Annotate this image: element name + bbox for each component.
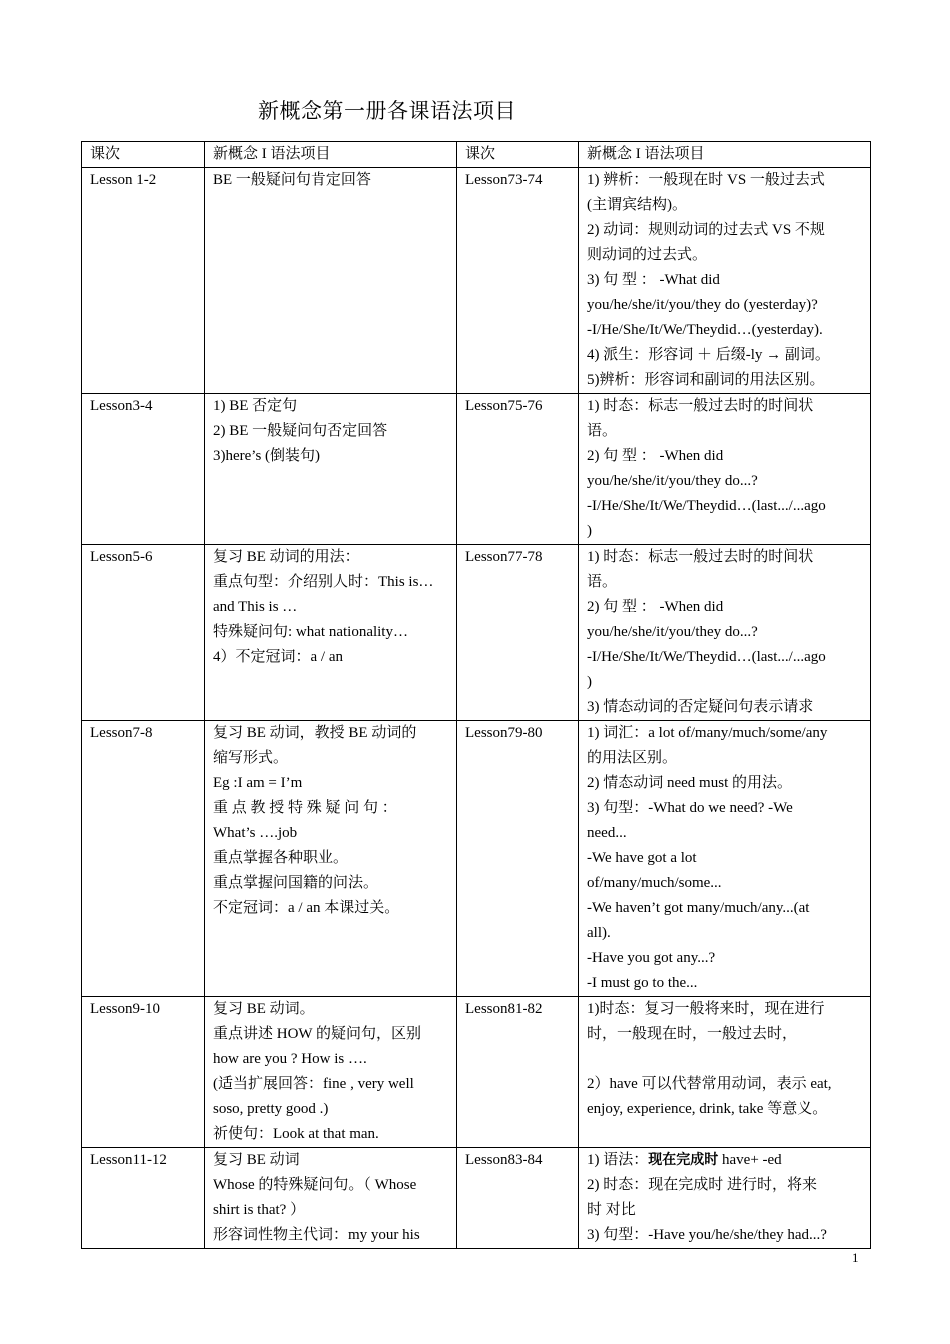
grammar-line: What’s ….job <box>213 825 298 841</box>
grammar-line: 5)辨析：形容词和副词的用法区别。 <box>587 372 825 388</box>
grammar-line: need... <box>587 825 627 841</box>
grammar-line: 复习 BE 动词。 <box>213 1001 315 1017</box>
grammar-line: -I must go to the... <box>587 975 698 991</box>
grammar-line: 2) 句 型 ： -When did <box>587 448 724 464</box>
table-row <box>82 394 871 545</box>
grammar-line: all). <box>587 925 611 941</box>
grammar-line: 1) 语法：现在完成时 have+ -ed <box>587 1152 782 1168</box>
lesson-label: Lesson73-74 <box>465 172 543 188</box>
grammar-cell <box>205 168 457 394</box>
grammar-line: ) <box>587 674 592 690</box>
grammar-line: 不定冠词：a / an 本课过关。 <box>213 900 400 916</box>
grammar-line: 2) 动词：规则动词的过去式 VS 不规 <box>587 222 825 238</box>
grammar-line: 2) 句 型 ： -When did <box>587 599 724 615</box>
grammar-line: you/he/she/it/you/they do...? <box>587 473 758 489</box>
grammar-line: 2) 情态动词 need must 的用法。 <box>587 775 792 791</box>
table-row <box>82 1148 871 1249</box>
grammar-cell <box>579 394 871 545</box>
lesson-cell <box>457 394 579 545</box>
grammar-line: -Have you got any...? <box>587 950 716 966</box>
grammar-line: and This is … <box>213 599 298 615</box>
grammar-line: -We haven’t got many/much/any...(at <box>587 900 810 916</box>
grammar-line: 1) 词汇：a lot of/many/much/some/any <box>587 725 828 741</box>
lesson-label: Lesson75-76 <box>465 398 543 414</box>
grammar-cell <box>205 545 457 721</box>
grammar-cell <box>579 1148 871 1249</box>
grammar-line: 1) 时态：标志一般过去时的时间状 <box>587 398 814 414</box>
grammar-cell <box>205 394 457 545</box>
grammar-line: BE 一般疑问句肯定回答 <box>213 172 371 188</box>
table-row <box>82 997 871 1148</box>
grammar-line: shirt is that? ） <box>213 1202 306 1218</box>
grammar-line: 形容词性物主代词：my your his <box>213 1227 420 1243</box>
lesson-cell <box>457 1148 579 1249</box>
table-row <box>82 545 871 721</box>
grammar-line: Eg :I am = I’m <box>213 775 303 791</box>
grammar-line: 1) 辨析：一般现在时 VS 一般过去式 <box>587 172 825 188</box>
lesson-cell <box>82 168 205 394</box>
lesson-cell <box>82 545 205 721</box>
grammar-line: ) <box>587 523 592 539</box>
grammar-line: 语。 <box>587 574 618 590</box>
grammar-line: 1) BE 否定句 <box>213 398 298 414</box>
grammar-line: 时，一般现在时，一般过去时， <box>587 1026 798 1042</box>
grammar-line: 复习 BE 动词的用法： <box>213 549 360 565</box>
lesson-cell <box>82 1148 205 1249</box>
grammar-line: 重点掌握各种职业。 <box>213 850 349 866</box>
grammar-line: 语。 <box>587 423 618 439</box>
header-lesson: 课次 <box>457 142 579 168</box>
lesson-cell <box>457 997 579 1148</box>
grammar-line: 3) 情态动词的否定疑问句表示请求 <box>587 699 814 715</box>
lesson-label: Lesson9-10 <box>90 1001 160 1017</box>
grammar-line: (主谓宾结构)。 <box>587 197 687 213</box>
grammar-line: Whose 的特殊疑问句。（ Whose <box>213 1177 417 1193</box>
grammar-line: 复习 BE 动词 <box>213 1152 300 1168</box>
grammar-line: -I/He/She/It/We/Theydid…(last.../...ago <box>587 649 826 665</box>
lesson-cell <box>82 394 205 545</box>
table-row <box>82 721 871 997</box>
table-row <box>82 168 871 394</box>
grammar-line: 重点掌握问国籍的问法。 <box>213 875 379 891</box>
grammar-cell <box>579 168 871 394</box>
header-grammar: 新概念 I 语法项目 <box>205 142 457 168</box>
grammar-cell <box>579 997 871 1148</box>
emphasis-text: 现在完成时 <box>648 1152 719 1168</box>
grammar-table <box>81 141 871 1249</box>
grammar-line: 2) BE 一般疑问句否定回答 <box>213 423 388 439</box>
grammar-line: 2) 时态：现在完成时 进行时，将来 <box>587 1177 817 1193</box>
grammar-line: 3) 句型：-What do we need? -We <box>587 800 793 816</box>
grammar-line: 重点讲述 HOW 的疑问句，区别 <box>213 1026 422 1042</box>
grammar-line: -I/He/She/It/We/Theydid…(yesterday). <box>587 322 823 338</box>
header-grammar: 新概念 I 语法项目 <box>579 142 871 168</box>
blank-line <box>587 1047 862 1072</box>
grammar-line: 3) 句型：-Have you/he/she/they had...? <box>587 1227 827 1243</box>
grammar-line: 4) 派生：形容词 ＋ 后缀-ly → 副词。 <box>587 347 830 363</box>
grammar-line: enjoy, experience, drink, take 等意义。 <box>587 1101 828 1117</box>
grammar-line: of/many/much/some... <box>587 875 722 891</box>
lesson-label: Lesson81-82 <box>465 1001 543 1017</box>
lesson-label: Lesson7-8 <box>90 725 153 741</box>
grammar-line: 2）have 可以代替常用动词，表示 eat, <box>587 1076 832 1092</box>
grammar-line: how are you ? How is …. <box>213 1051 367 1067</box>
grammar-cell <box>579 721 871 997</box>
lesson-label: Lesson5-6 <box>90 549 153 565</box>
grammar-line: 3) 句 型 ： -What did <box>587 272 720 288</box>
lesson-label: Lesson11-12 <box>90 1152 167 1168</box>
grammar-cell <box>205 1148 457 1249</box>
grammar-line: 特殊疑问句: what nationality… <box>213 624 408 640</box>
lesson-label: Lesson 1-2 <box>90 172 157 188</box>
grammar-line: -We have got a lot <box>587 850 697 866</box>
document-title: 新概念第一册各课语法项目 <box>258 99 516 123</box>
header-lesson: 课次 <box>82 142 205 168</box>
grammar-cell <box>579 545 871 721</box>
lesson-label: Lesson79-80 <box>465 725 543 741</box>
grammar-line: you/he/she/it/you/they do (yesterday)? <box>587 297 818 313</box>
grammar-line: 3)here’s (倒装句) <box>213 448 321 464</box>
lesson-cell <box>457 168 579 394</box>
lesson-label: Lesson77-78 <box>465 549 543 565</box>
grammar-line: 重点句型：介绍别人时：This is… <box>213 574 434 590</box>
table-header-row <box>82 142 871 168</box>
lesson-cell <box>82 997 205 1148</box>
lesson-label: Lesson3-4 <box>90 398 153 414</box>
lesson-cell <box>82 721 205 997</box>
lesson-cell <box>457 721 579 997</box>
grammar-cell <box>205 997 457 1148</box>
grammar-line: 祈使句：Look at that man. <box>213 1126 379 1142</box>
grammar-line: 重 点 教 授 特 殊 疑 问 句 ： <box>213 800 397 816</box>
grammar-line: 缩写形式。 <box>213 750 289 766</box>
grammar-line: 1)时态：复习一般将来时，现在进行 <box>587 1001 825 1017</box>
grammar-line: -I/He/She/It/We/Theydid…(last.../...ago <box>587 498 826 514</box>
lesson-label: Lesson83-84 <box>465 1152 543 1168</box>
page-number: 1 <box>852 1250 859 1265</box>
grammar-line: 1) 时态：标志一般过去时的时间状 <box>587 549 814 565</box>
grammar-line: 则动词的过去式。 <box>587 247 708 263</box>
grammar-cell <box>205 721 457 997</box>
grammar-line: (适当扩展回答：fine , very well <box>213 1076 414 1092</box>
grammar-line: 的用法区别。 <box>587 750 678 766</box>
lesson-cell <box>457 545 579 721</box>
grammar-line: 4）不定冠词：a / an <box>213 649 343 665</box>
grammar-line: 时 对比 <box>587 1202 636 1218</box>
grammar-line: soso, pretty good .) <box>213 1101 329 1117</box>
grammar-line: you/he/she/it/you/they do...? <box>587 624 758 640</box>
grammar-line: 复习 BE 动词，教授 BE 动词的 <box>213 725 417 741</box>
